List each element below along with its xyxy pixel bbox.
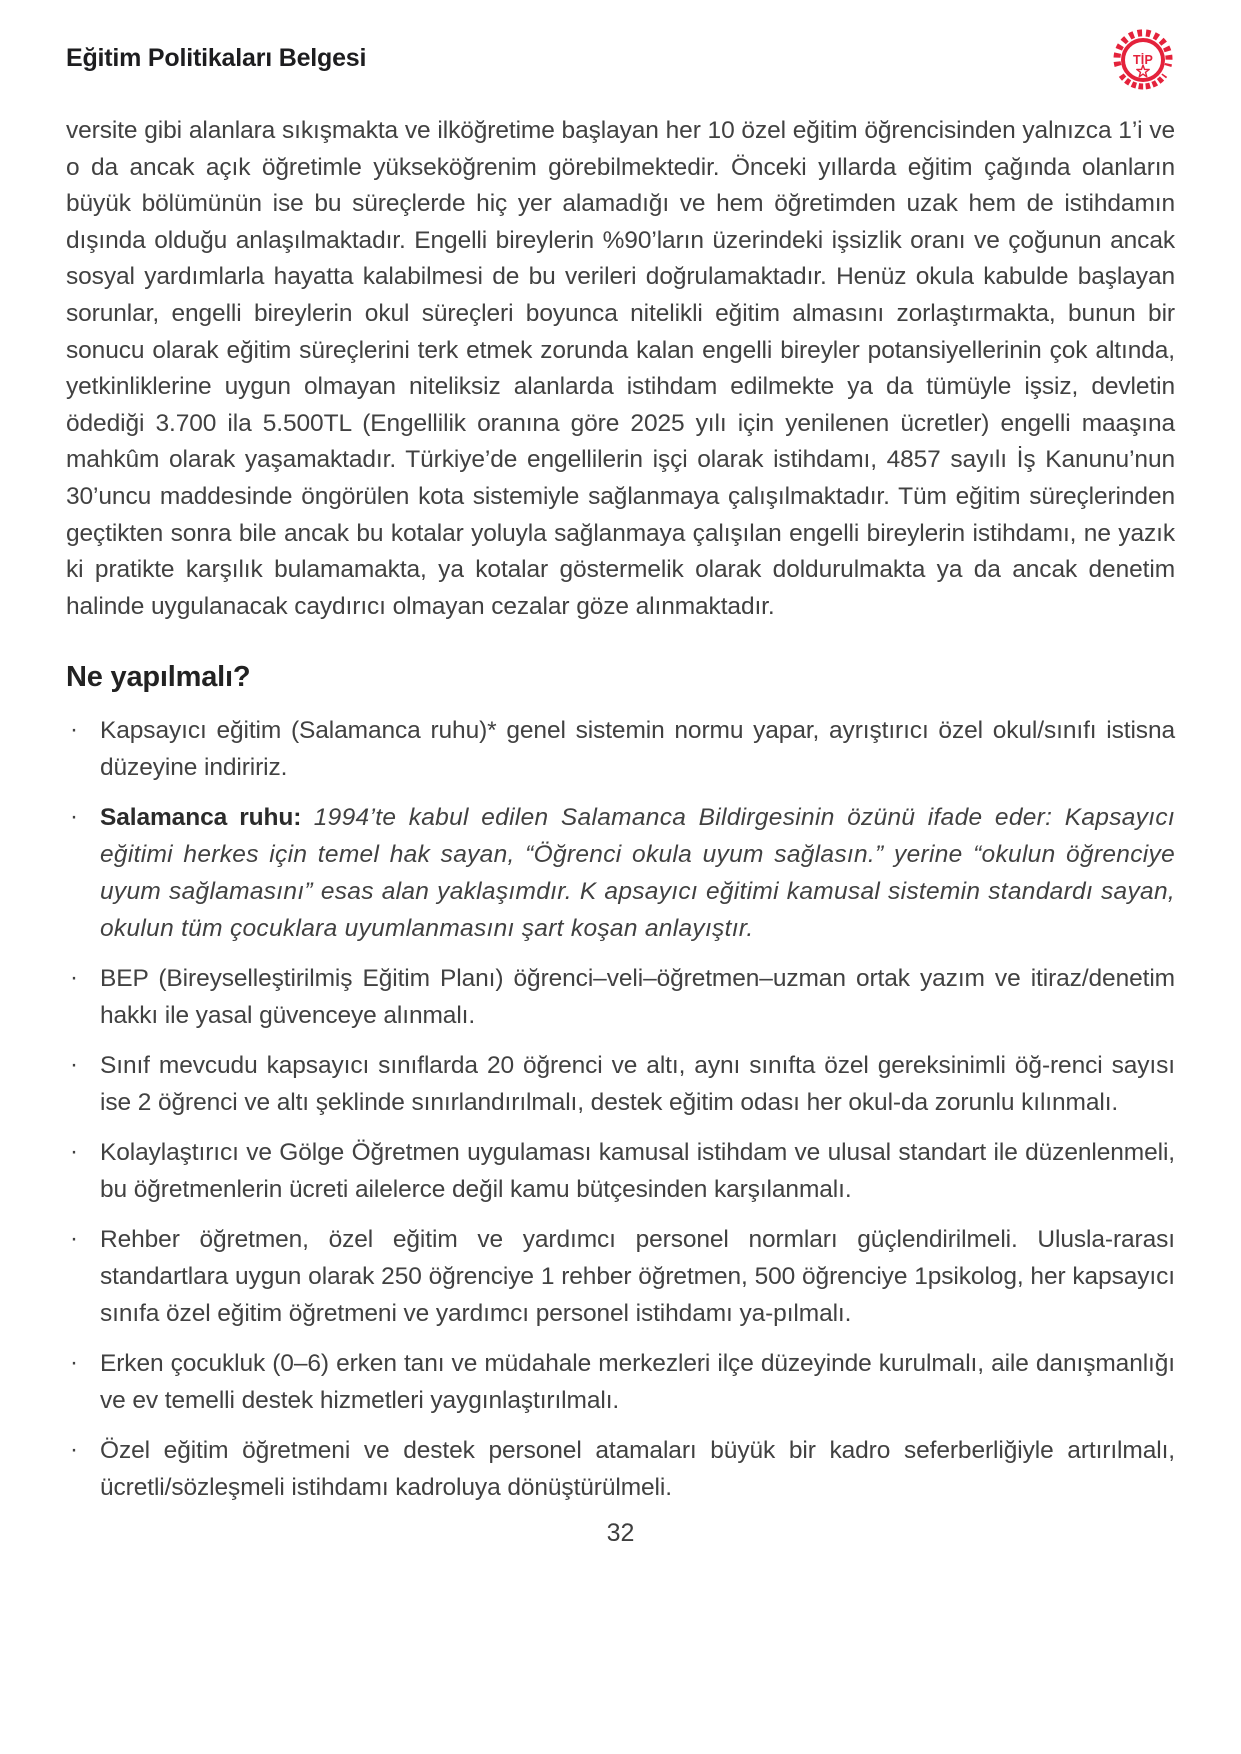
bullet-text: BEP (Bireyselleştirilmiş Eğitim Planı) öğrenci–veli–öğretmen–uzman ortak yazım ve itiraz/denetim hakkı ile yasal güvenceye alınmalı. — [100, 965, 1175, 1030]
bullet-text: Kapsayıcı eğitim (Salamanca ruhu)* genel sistemin normu yapar, ayrıştırıcı özel okul/sınıfı istisna düzeyine indiririz. — [100, 717, 1175, 782]
body-paragraph: versite gibi alanlara sıkışmakta ve ilköğretime başlayan her 10 özel eğitim öğrencisinden yalnızca 1’i ve o da ancak açık öğretimle yükseköğrenim görebilmektedir. Önceki yıllarda eğitim çağında olanların büyük bölümünün ise bu süreçlerde hiç yer alamadığı ve hem öğretimden uzak hem de istihdamın dışında olduğu anlaşılmaktadır. Engelli bireylerin %90’ların üzerindeki işsizlik oranı ve çoğunun ancak sosyal yardımlarla hayatta kalabilmesi de bu verileri doğrulamaktadır. Henüz okula kabulde başlayan sorunlar, engelli bireylerin okul süreçleri boyunca nitelikli eğitim almasını zorlaştırmakta, bunun bir sonucu olarak eğitim süreçlerini terk etmek zorunda kalan engelli bireyler potansiyellerinin çok altında, yetkinliklerine uygun olmayan niteliksiz alanlarda istihdam edilmekte ya da tümüyle işsiz, devletin ödediği 3.700 ila 5.500TL (Engellilik oranına göre 2025 yılı için yenilenen ücretler) engelli maaşına mahkûm olarak yaşamaktadır. Türkiye’de engellilerin işçi olarak istihdamı, 4857 sayılı İş Kanunu’nun 30’uncu maddesinde öngörülen kota sistemiyle sağlanmaya çalışılmaktadır. Tüm eğitim süreçlerinden geçtikten sonra bile ancak bu kotalar yoluyla sağlanmaya çalışılan engelli bireylerin istihdamı, ne yazık ki pratikte karşılık bulamamakta, ya kotalar göstermelik olarak doldurulmakta ya da ancak denetim halinde uygulanacak caydırıcı olmayan cezalar göze alınmaktadır. — [66, 117, 1175, 620]
tip-emblem-icon — [1111, 26, 1175, 96]
bullet-text: Rehber öğretmen, özel eğitim ve yardımcı personel normları güçlendirilmeli. Ulusla-rarası standartlara uygun olarak 250 öğrenciye 1 rehber öğretmen, 500 öğrenciye 1psikolog, her kapsayıcı sınıfa özel eğitim öğretmeni ve yardımcı personel istihdamı ya-pılmalı. — [100, 1226, 1175, 1328]
bullet-lead: Salamanca ruhu: — [100, 804, 302, 832]
bullet-marker: · — [70, 964, 78, 992]
list-item — [66, 1221, 1175, 1332]
list-item — [66, 1047, 1175, 1121]
bullet-text: Sınıf mevcudu kapsayıcı sınıflarda 20 öğrenci ve altı, aynı sınıfta özel gereksinimli öğ-renci sayısı ise 2 öğrenci ve altı şeklinde sınırlandırılmalı, destek eğitim odası her okul-da zorunlu kılınmalı. — [100, 1052, 1175, 1117]
bullet-text: Özel eğitim öğretmeni ve destek personel atamaları büyük bir kadro seferberliğiyle artırılmalı, ücretli/sözleşmeli istihdamı kadroluya dönüştürülmeli. — [100, 1437, 1175, 1502]
list-item — [66, 1432, 1175, 1506]
bullet-marker: · — [70, 1051, 78, 1079]
bullet-text: Erken çocukluk (0–6) erken tanı ve müdahale merkezleri ilçe düzeyinde kurulmalı, aile danışmanlığı ve ev temelli destek hizmetleri yaygınlaştırılmalı. — [100, 1350, 1175, 1415]
bullet-marker: · — [70, 1436, 78, 1464]
list-item — [66, 960, 1175, 1034]
bullet-marker: · — [70, 1225, 78, 1253]
bullet-text: 1994’te kabul edilen Salamanca Bildirgesinin özünü ifade eder: Kapsayıcı eğitimi herkes için temel hak sayan, “Öğrenci okula uyum sağlasın.” yerine “okulun öğrenciye uyum sağlamasını” esas alan yaklaşımdır. K apsayıcı eğitimi kamusal sistemin standardı sayan, okulun tüm çocuklara uyumlanmasını şart koşan anlayıştır. — [100, 804, 1175, 943]
bullet-marker: · — [70, 803, 78, 831]
page-number: 32 — [606, 1519, 635, 1548]
section-heading: Ne yapılmalı? — [66, 661, 251, 694]
bullet-marker: · — [70, 1349, 78, 1377]
list-item — [66, 1345, 1175, 1419]
list-item — [66, 799, 1175, 947]
list-item — [66, 712, 1175, 786]
recommendations-list — [66, 712, 1175, 1506]
page-header — [66, 0, 1175, 73]
logo-label: TİP — [1132, 53, 1154, 67]
tip-party-logo — [1111, 26, 1175, 96]
list-item — [66, 1134, 1175, 1208]
page-body — [66, 113, 1175, 1506]
document-title: Eğitim Politikaları Belgesi — [66, 44, 367, 72]
bullet-marker: · — [70, 716, 78, 744]
bullet-marker: · — [70, 1138, 78, 1166]
bullet-text: Kolaylaştırıcı ve Gölge Öğretmen uygulaması kamusal istihdam ve ulusal standart ile düzenlenmeli, bu öğretmenlerin ücreti ailelerce değil kamu bütçesinden karşılanmalı. — [100, 1139, 1175, 1204]
page-footer — [66, 1519, 1175, 1548]
